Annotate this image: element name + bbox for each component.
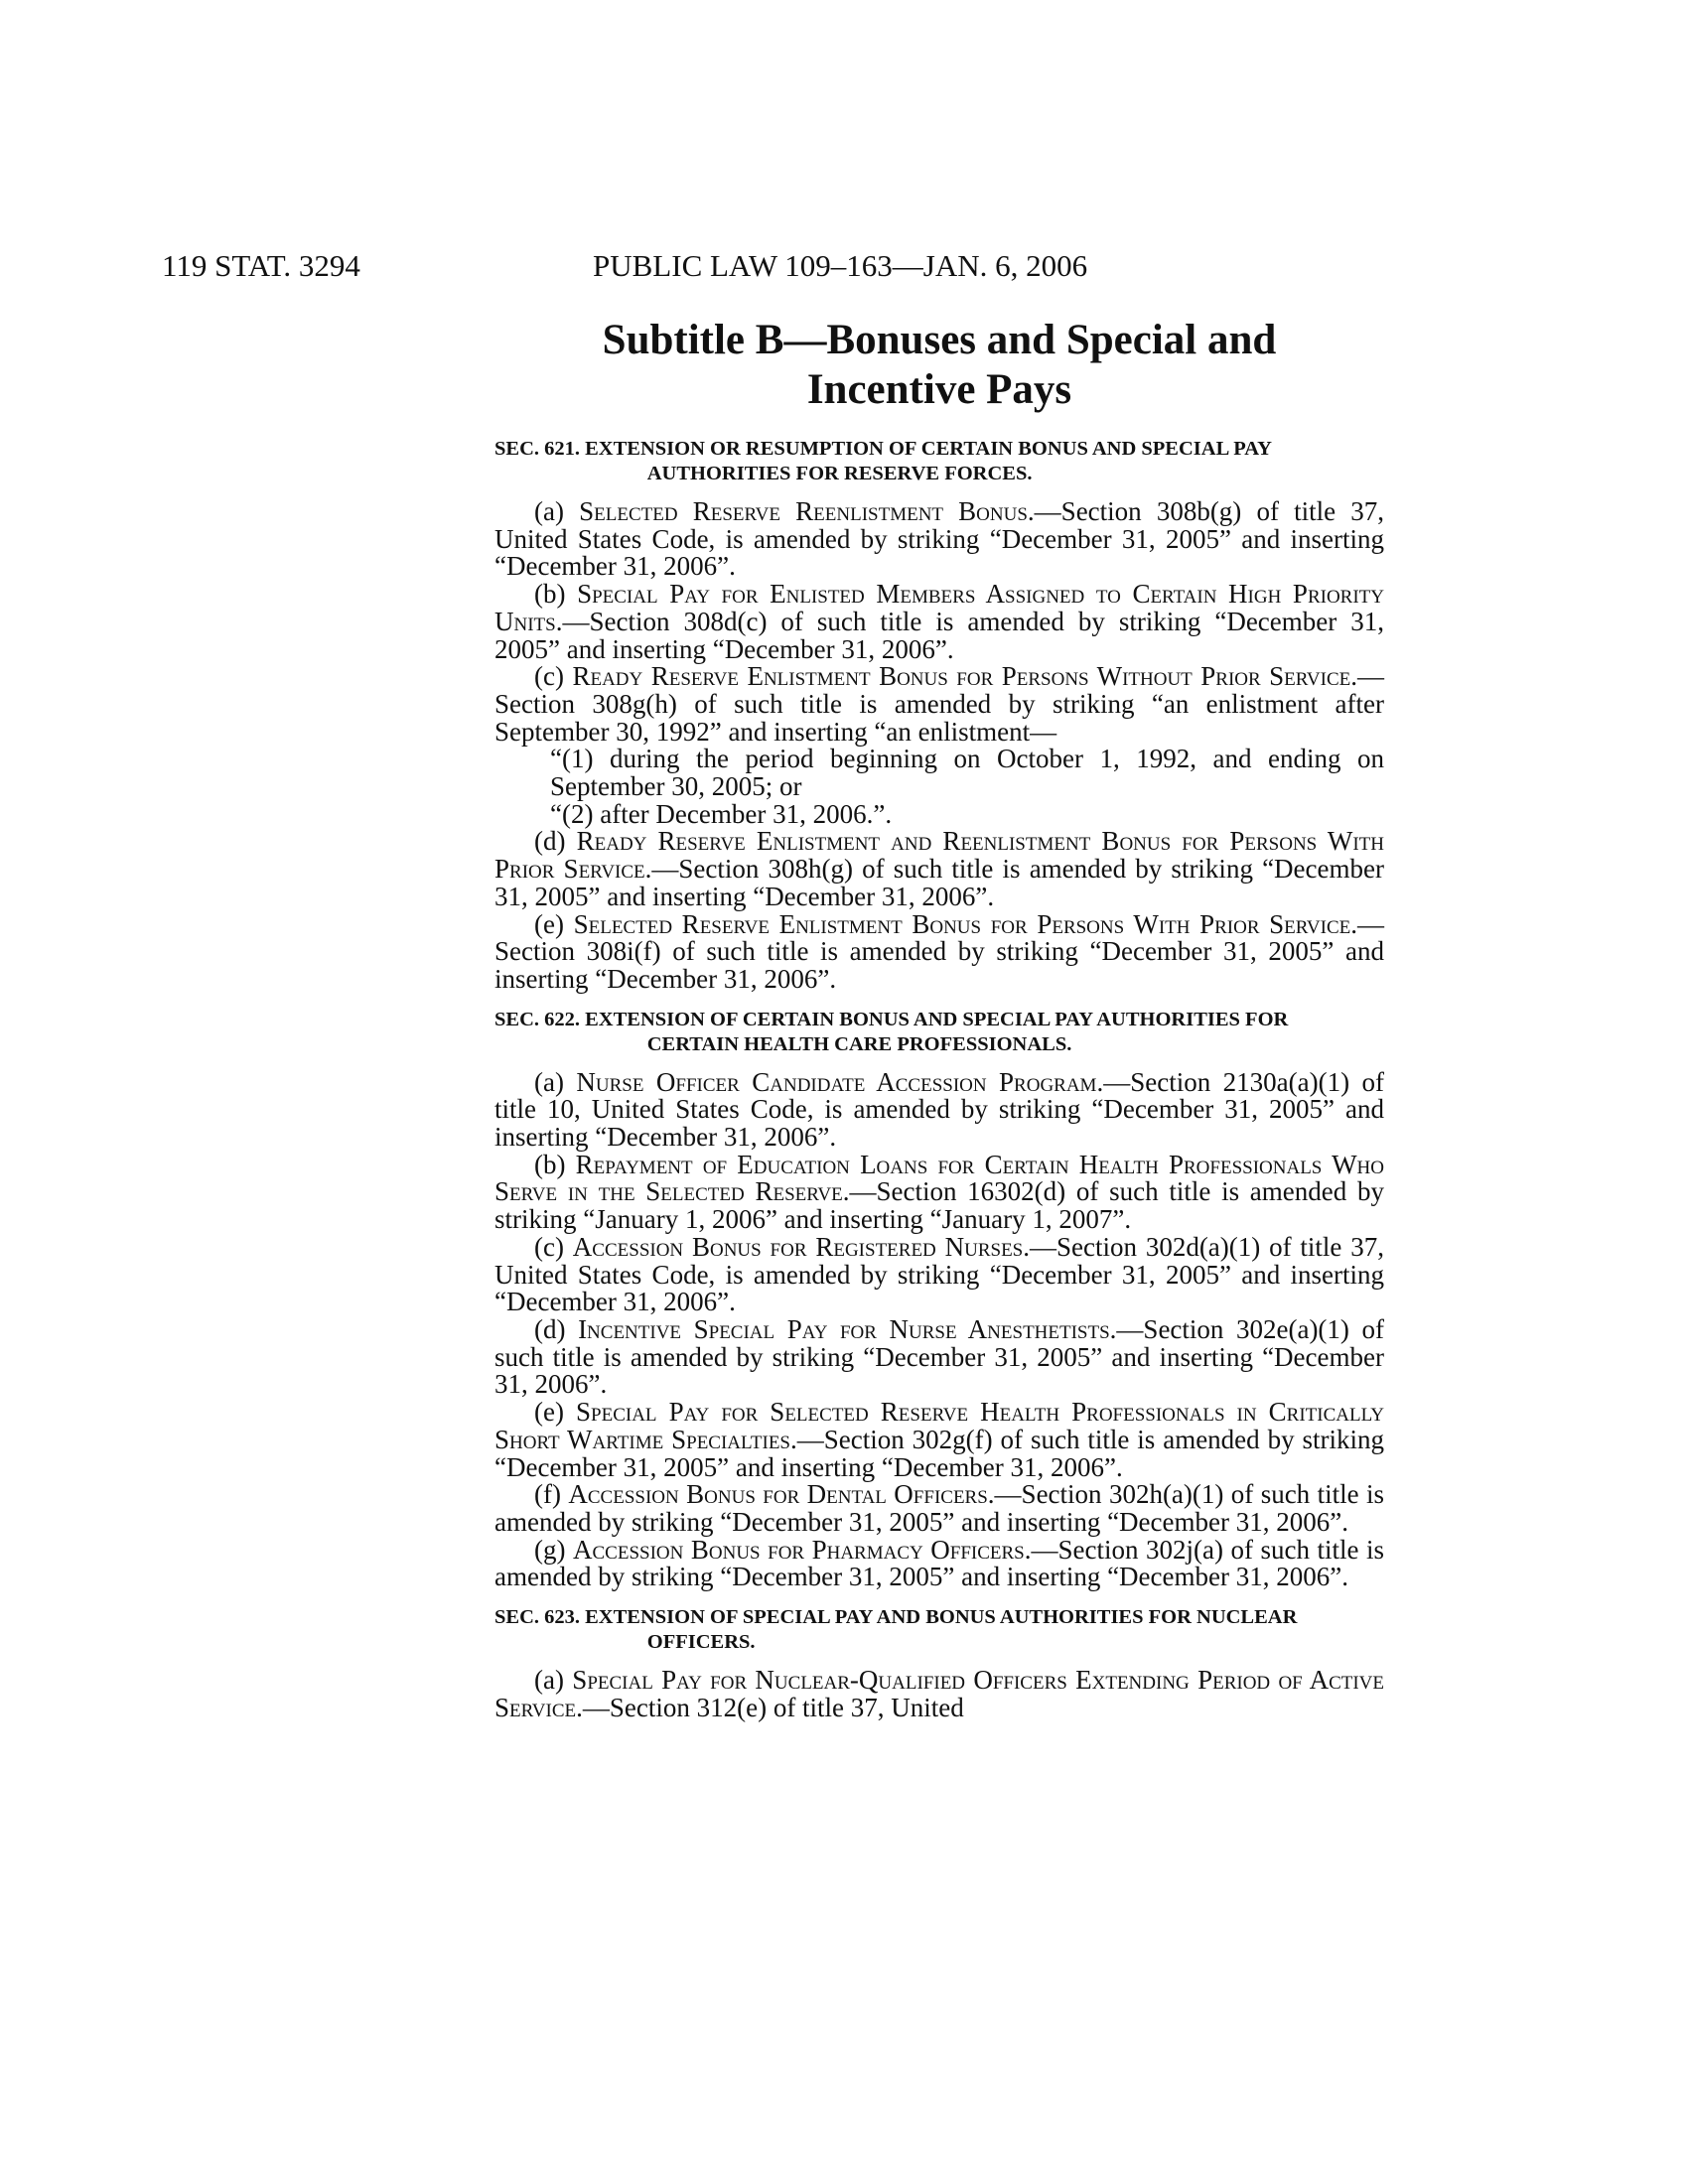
paragraph-text: —Section 302h(a)(1) of such title is amended by striking “December 31, 2005” and inserting “December 31, 2006”. [494, 1479, 1384, 1537]
paragraph-heading: Selected Reserve Reenlistment Bonus. [579, 496, 1035, 526]
section-621-b [494, 581, 1384, 663]
section-622-d [494, 1313, 1384, 1400]
section-621-heading: SEC. 621. EXTENSION OR RESUMPTION OF CERTAIN BONUS AND SPECIAL PAY AUTHORITIES FOR RESERVE FORCES. [494, 438, 1272, 484]
paragraph-label: (c) [534, 661, 573, 692]
paragraph-heading: Repayment of Education Loans for Certain Health Professionals Who Serve in the Selected Reserve. [494, 1149, 1384, 1207]
paragraph-label: (f) [534, 1479, 569, 1510]
paragraph-heading: Ready Reserve Enlistment Bonus for Persons Without Prior Service. [572, 661, 1357, 692]
paragraph-text: —Section 16302(d) of such title is amended by striking “January 1, 2006” and inserting “January 1, 2007”. [494, 1176, 1384, 1235]
section-623-heading: SEC. 623. EXTENSION OF SPECIAL PAY AND BONUS AUTHORITIES FOR NUCLEAR OFFICERS. [494, 1606, 1298, 1654]
section-621-c-1 [494, 746, 1384, 800]
section-621-c-2 [494, 798, 1384, 829]
paragraph-heading: Nurse Officer Candidate Accession Program. [576, 1066, 1104, 1097]
section-622-g [494, 1534, 1384, 1592]
paragraph-text: —Section 308b(g) of title 37, United States Code, is amended by striking “December 31, 2005” and inserting “December 31, 2006”. [494, 496, 1384, 582]
section-622-e [494, 1399, 1384, 1481]
section-622-c [494, 1231, 1384, 1317]
paragraph-label: (c) [534, 1231, 573, 1262]
paragraph-text: —Section 302e(a)(1) of such title is amended by striking “December 31, 2005” and inserting “December 31, 2006”. [494, 1313, 1384, 1400]
paragraph-text: —Section 302g(f) of such title is amended by striking “December 31, 2005” and inserting “December 31, 2006”. [494, 1424, 1384, 1482]
section-622-b [494, 1149, 1384, 1235]
paragraph-text: —Section 2130a(a)(1) of title 10, United States Code, is amended by striking “December 31, 2005” and inserting “December 31, 2006”. [494, 1066, 1384, 1153]
paragraph-heading: Ready Reserve Enlistment and Reenlistment Bonus for Persons With Prior Service. [494, 826, 1385, 885]
paragraph-text: —Section 302j(a) of such title is amended by striking “December 31, 2005” and inserting “December 31, 2006”. [494, 1534, 1384, 1592]
paragraph-heading: Selected Reserve Enlistment Bonus for Persons With Prior Service. [573, 908, 1358, 939]
paragraph-heading: Special Pay for Selected Reserve Health Professionals in Critically Short Wartime Specialties. [494, 1397, 1385, 1454]
paragraph-text: —Section 308g(h) of such title is amended by striking “an enlistment after September 30, 1992” and inserting “an enlistment— [494, 661, 1384, 747]
section-622-a [494, 1066, 1384, 1153]
paragraph-text: —Section 308i(f) of such title is amended by striking “December 31, 2005” and inserting “December 31, 2006”. [494, 908, 1385, 994]
paragraph-label: (e) [534, 908, 574, 939]
paragraph-heading: Special Pay for Nuclear-Qualified Officers Extending Period of Active Service. [494, 1665, 1385, 1722]
paragraph-text: —Section 302d(a)(1) of title 37, United States Code, is amended by striking “December 31, 2005” and inserting “December 31, 2006”. [494, 1231, 1384, 1317]
paragraph-label: (d) [534, 1313, 579, 1344]
paragraph-label: (a) [534, 1665, 573, 1696]
paragraph-label: (b) [534, 579, 578, 610]
section-622-f [494, 1481, 1384, 1536]
paragraph-heading: Incentive Special Pay for Nurse Anesthetists. [578, 1313, 1117, 1344]
subtitle-heading [494, 316, 1384, 415]
clause-text: “(1) during the period beginning on October 1, 1992, and ending on September 30, 2005; or [550, 744, 1384, 802]
paragraph-label: (e) [534, 1397, 577, 1428]
section-621-e [494, 908, 1385, 994]
paragraph-text: —Section 308h(g) of such title is amended by striking “December 31, 2005” and inserting “December 31, 2006”. [494, 854, 1384, 911]
paragraph-label: (a) [534, 496, 580, 526]
subtitle-line-1: Subtitle B—Bonuses and Special and [602, 317, 1277, 363]
paragraph-heading: Accession Bonus for Pharmacy Officers. [573, 1534, 1032, 1565]
paragraph-heading: Special Pay for Enlisted Members Assigned to Certain High Priority Units. [494, 579, 1384, 636]
paragraph-text: —Section 308d(c) of such title is amended by striking “December 31, 2005” and inserting “December 31, 2006”. [494, 606, 1384, 664]
section-622-heading: SEC. 622. EXTENSION OF CERTAIN BONUS AND SPECIAL PAY AUTHORITIES FOR CERTAIN HEALTH CARE PROFESSIONALS. [494, 1008, 1289, 1055]
document-body [494, 437, 1384, 1721]
paragraph-heading: Accession Bonus for Registered Nurses. [572, 1231, 1030, 1262]
section-621-c [494, 663, 1384, 746]
paragraph-label: (a) [534, 1066, 577, 1097]
paragraph-label: (d) [534, 826, 577, 857]
paragraph-label: (b) [534, 1149, 576, 1179]
public-law-reference: PUBLIC LAW 109–163—JAN. 6, 2006 [593, 248, 1088, 283]
paragraph-text: —Section 312(e) of title 37, United [582, 1692, 964, 1722]
clause-text: “(2) after December 31, 2006.”. [550, 798, 893, 829]
section-621-d [494, 828, 1384, 910]
section-621-a [494, 498, 1384, 581]
section-623-a [494, 1667, 1384, 1721]
paragraph-heading: Accession Bonus for Dental Officers. [568, 1479, 995, 1510]
stat-reference: 119 STAT. 3294 [162, 248, 360, 283]
paragraph-label: (g) [534, 1534, 573, 1565]
subtitle-line-2: Incentive Pays [806, 366, 1072, 413]
